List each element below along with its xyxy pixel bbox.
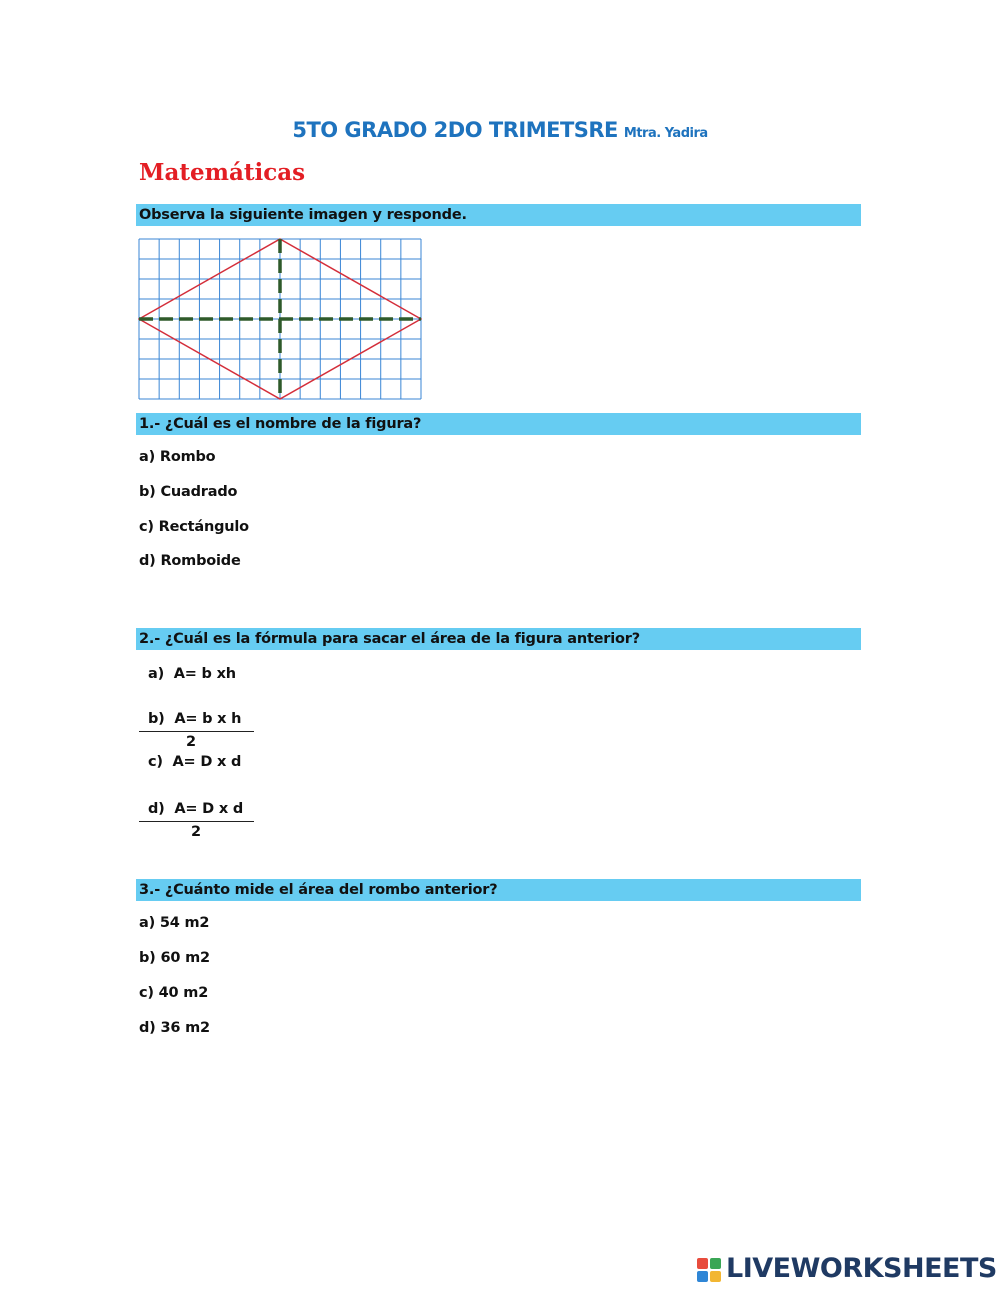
q1-option-c[interactable]: c) Rectángulo — [139, 519, 249, 535]
q2-option-a-label: a) — [148, 666, 165, 682]
title-text: 5TO GRADO 2DO TRIMETSRE — [292, 118, 618, 142]
q2-option-b-denominator: 2 — [186, 734, 197, 750]
q1-option-b[interactable]: b) Cuadrado — [139, 484, 238, 500]
q1-option-a[interactable]: a) Rombo — [139, 449, 216, 465]
liveworksheets-logo[interactable] — [697, 1253, 997, 1285]
q1-option-d[interactable]: d) Romboide — [139, 553, 241, 569]
q2-option-b[interactable] — [148, 711, 241, 727]
logo-cube-letter — [697, 1271, 708, 1282]
worksheet-title — [0, 118, 1000, 142]
teacher-name: Mtra. Yadira — [623, 126, 708, 141]
q2-option-b-label: b) — [148, 711, 165, 727]
question-2: 2.- ¿Cuál es la fórmula para sacar el área de la figura anterior? — [136, 628, 861, 650]
q2-option-c-formula: A= D x d — [172, 754, 242, 770]
logo-cube-icon — [697, 1258, 721, 1282]
logo-wordmark: LIVEWORKSHEETS — [726, 1253, 997, 1284]
q2-option-c-label: c) — [148, 754, 163, 770]
q2-option-b-formula: A= b x h — [174, 711, 242, 727]
question-3: 3.- ¿Cuánto mide el área del rombo anterior? — [136, 879, 861, 901]
q2-option-d-fraction-bar — [139, 821, 254, 822]
q2-option-c[interactable] — [148, 754, 241, 770]
logo-cube-letter — [710, 1271, 721, 1282]
question-1: 1.- ¿Cuál es el nombre de la figura? — [136, 413, 861, 435]
logo-cube-letter — [697, 1258, 708, 1269]
q3-option-c[interactable]: c) 40 m2 — [139, 985, 209, 1001]
q2-option-d-denominator: 2 — [191, 824, 202, 840]
subject-heading: Matemáticas — [139, 159, 306, 186]
q3-option-b[interactable]: b) 60 m2 — [139, 950, 210, 966]
q2-option-d-formula: A= D x d — [174, 801, 243, 817]
rhombus-figure — [138, 238, 422, 400]
instruction-band: Observa la siguiente imagen y responde. — [136, 204, 861, 226]
q2-option-b-fraction-bar — [139, 731, 254, 732]
q2-option-d-label: d) — [148, 801, 165, 817]
q3-option-a[interactable]: a) 54 m2 — [139, 915, 210, 931]
q2-option-d[interactable] — [148, 801, 243, 817]
q3-option-d[interactable]: d) 36 m2 — [139, 1020, 210, 1036]
q2-option-a-formula: A= b xh — [173, 666, 236, 682]
q2-option-a[interactable] — [148, 666, 236, 682]
logo-cube-letter — [710, 1258, 721, 1269]
